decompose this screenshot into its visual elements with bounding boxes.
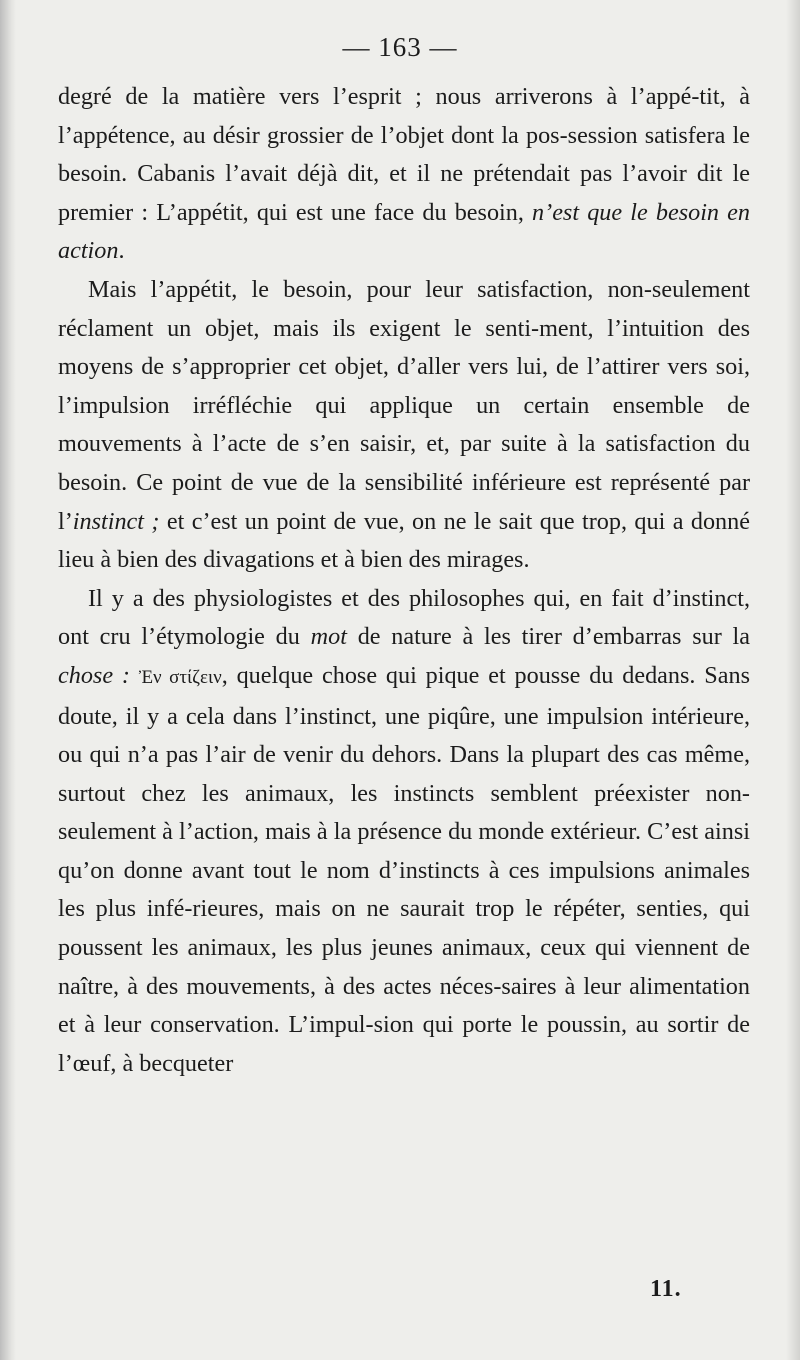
text-segment: Mais l’appétit, le besoin, pour leur satisfaction, non-seulement réclament un objet, mais ils exigent le senti-ment, l’intuition des moyens de s’approprier cet objet, d’aller vers lui, de l’attirer vers soi, l’impulsion irréfléchie qui applique un certain ensemble de mouvements à l’acte de s’en saisir, et, par suite à la satisfaction du besoin. Ce point de vue de la sensibilité inférieure est représenté par l’: [58, 275, 750, 535]
italic-text-segment: instinct ;: [72, 507, 160, 535]
body-text: [58, 78, 750, 1083]
text-segment: et c’est un point de vue, on ne le sait que trop, qui a donné lieu à bien des divagations et à bien des mirages.: [58, 507, 750, 574]
page-gutter-shadow: [0, 0, 16, 1360]
text-segment: [130, 662, 139, 689]
greek-text-segment: Ἐν στίζειν: [138, 666, 222, 688]
text-segment: .: [118, 237, 125, 265]
text-segment: , quelque chose qui pique et pousse du dedans. Sans doute, il y a cela dans l’instinct, une piqûre, une impulsion intérieure, ou qui n’a pas l’air de venir du dehors. Dans la plupart des cas même, surtout chez les animaux, les instincts semblent préexister non-seulement à l’action, mais à la présence du monde extérieur. C’est ainsi qu’on donne avant tout le nom d’instincts à ces impulsions animales les plus infé-rieures, mais on ne saurait trop le répéter, senties, qui poussent les animaux, les plus jeunes animaux, ceux qui viennent de naître, à des mouvements, à des actes néces-saires à leur alimentation et à leur conservation. L’impul-sion qui porte le poussin, au sortir de l’œuf, à becqueter: [58, 661, 750, 1077]
page-edge-shadow: [786, 0, 800, 1360]
signature-mark: 11.: [650, 1276, 682, 1302]
page-number-header: — 163 —: [342, 32, 458, 62]
paragraph-2: [58, 271, 750, 580]
text-segment: Il y a des physiologistes et des philosophes qui, en fait d’instinct, ont cru l’étymologie du: [58, 584, 750, 651]
italic-text-segment: n’est que le besoin en action: [58, 198, 750, 265]
italic-text-segment: chose :: [58, 661, 130, 689]
paragraph-3: [58, 580, 750, 1084]
text-segment: de nature à les tirer d’embarras sur la: [346, 623, 750, 651]
text-segment: degré de la matière vers l’esprit ; nous arriverons à l’appé-tit, à l’appétence, au désir grossier de l’objet dont la pos-session satisfera le besoin. Cabanis l’avait déjà dit, et il ne prétendait pas l’avoir dit le premier : L’appétit, qui est une face du besoin,: [58, 83, 750, 226]
italic-text-segment: mot: [310, 623, 347, 651]
paragraph-1: [58, 78, 750, 271]
